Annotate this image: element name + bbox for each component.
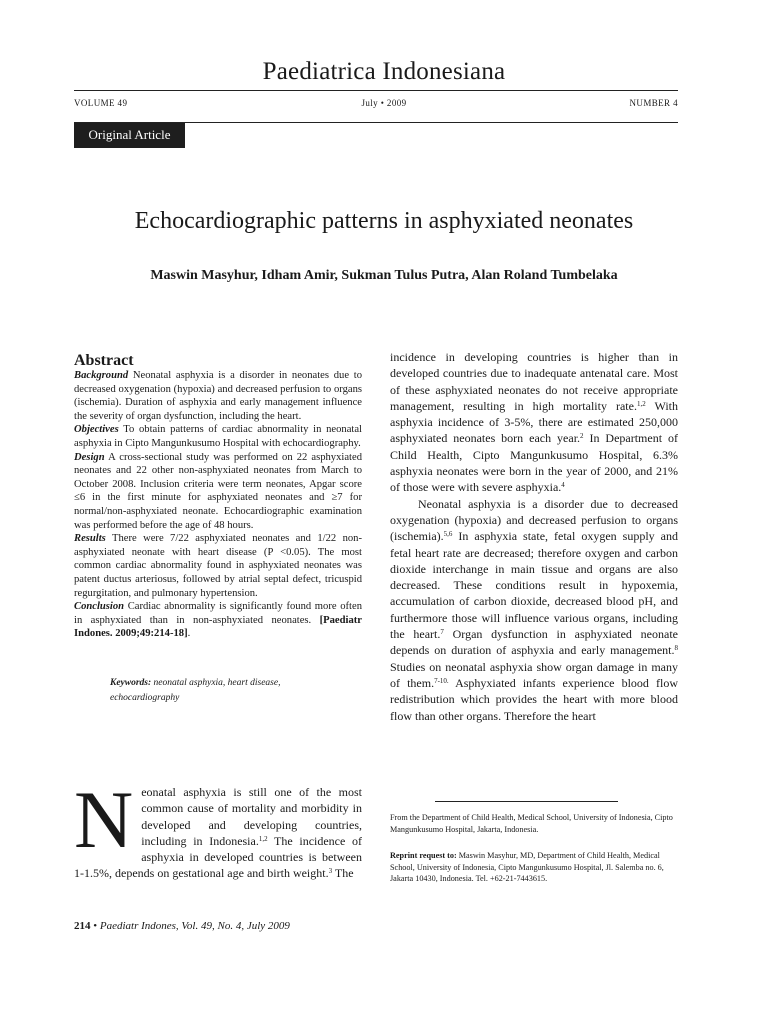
footnote-rule bbox=[435, 801, 618, 802]
abstract-objectives: Objectives To obtain patterns of cardiac abnormality in neonatal asphyxia in Cipto Mangunkusumo Hospital with echocardiography. bbox=[74, 424, 362, 449]
abstract-citation: [Paediatr Indones. 2009;49:214-18] bbox=[74, 614, 362, 640]
abstract-results: Results There were 7/22 asphyxiated neonates and 1/22 non-asphyxiated neonate with heart disease (P <0.05). The most common cardiac abnormality found in asphyxiated neonates was patent ductus arteriosus, followed by atrial septal defect, tricuspid regurgitation, and pulmonary hypertension. bbox=[74, 533, 362, 599]
drop-cap: N bbox=[74, 774, 134, 865]
footnote-affiliation: From the Department of Child Health, Medical School, University of Indonesia, Cipto Mangunkusumo Hospital, Jakarta, Indonesia. bbox=[390, 813, 673, 834]
intro-paragraph: Neonatal asphyxia is still one of the most common cause of mortality and morbidity in developed and developing countries, including in Indonesia.$^{1,2}$ The incidence of asphyxia in developed countries is between 1-1.5%, depends on gestational age and birth weight.$^3$ The bbox=[74, 774, 362, 881]
issue-number: NUMBER 4 bbox=[629, 98, 678, 108]
journal-title: Paediatrica Indonesiana bbox=[262, 58, 506, 85]
page-footer: 214 • Paediatr Indones, Vol. 49, No. 4, July 2009 bbox=[74, 920, 290, 932]
page-number: 214 bbox=[74, 920, 91, 932]
abstract-design: Design A cross-sectional study was performed on 22 asphyxiated neonates and 22 other non-asphyxiated neonates from March to October 2008. Inclusion criteria were term neonates, Apgar score ≤6 in the first minute for asphyxiated neonates and ≥7 for normal/non-asphyxiated neonate. Echocardiographic examination was performed before the age of 48 hours. bbox=[74, 451, 362, 531]
header-rule bbox=[74, 90, 678, 91]
issue-date: July • 2009 bbox=[361, 98, 407, 108]
author-list: Maswin Masyhur, Idham Amir, Sukman Tulus Putra, Alan Roland Tumbelaka bbox=[150, 268, 618, 283]
article-title: Echocardiographic patterns in asphyxiated neonates bbox=[134, 208, 634, 234]
body-paragraph-1: incidence in developing countries is higher than in developed countries due to inadequate antenatal care. Most of these asphyxiated neonates do not receive appropriate management, resulting in high mortality rate.$^{1,2}$ With asphyxia incidence of 3-5%, there are estimated 250,000 asphyxiated neonates born each year.$^2$ In Department of Child Health, Cipto Mangunkusumo Hospital, 6.3% asphyxia neonates were born in the year of 2000, and 21% of those were with severe asphyxia.$^4$ bbox=[390, 350, 678, 495]
abstract-conclusion: Conclusion Cardiac abnormality is significantly found more often in asphyxiated than in non-asphyxiated neonates. [Paediatr Indones. 2009;49:214-18]. bbox=[74, 601, 362, 640]
footnote-reprint: Reprint request to: Maswin Masyhur, MD, Department of Child Health, Medical School, University of Indonesia, Cipto Mangunkusumo Hospital, Jl. Salemba no. 6, Jakarta 10430, Indonesia. Tel. +62-21-7443615. bbox=[390, 851, 664, 884]
section-badge: Original Article bbox=[74, 123, 185, 148]
footer-citation: Paediatr Indones, Vol. 49, No. 4, July 2009 bbox=[99, 920, 290, 932]
keywords: Keywords: neonatal asphyxia, heart disease, echocardiography bbox=[110, 678, 281, 703]
right-column bbox=[390, 349, 678, 724]
volume-label: VOLUME 49 bbox=[74, 98, 128, 108]
body-paragraph-2: Neonatal asphyxia is a disorder due to decreased oxygenation (hypoxia) and decreased perfusion to organs (ischemia).$^{5,6}$ In asphyxia state, fetal oxygen supply and fetal heart rate are decreased; therefore oxygen and carbon dioxide interchange in main tissue and organs are also decreased. These conditions result in hypoxemia, accumulation of carbon dioxide, decreased blood pH, and furthermore those will influence various organs, including the heart.$^7$ Organ dysfunction in asphyxiated neonate depends on duration of asphyxia and early management.$^8$ Studies on neonatal asphyxia show organ damage in many of them.$^{7-10.}$ Asphyxiated infants experience blood flow redistribution which provides the heart with more blood flow than other organs. Therefore the heart bbox=[390, 496, 678, 723]
abstract-heading: Abstract bbox=[74, 352, 134, 369]
abstract-body bbox=[74, 369, 362, 641]
abstract-background: Background Neonatal asphyxia is a disorder in neonates due to decreased oxygenation (hypoxia) and decreased perfusion to organs (ischemia). Duration of asphyxia and early management influence the severity of organ dysfunction, including the heart. bbox=[74, 370, 362, 422]
